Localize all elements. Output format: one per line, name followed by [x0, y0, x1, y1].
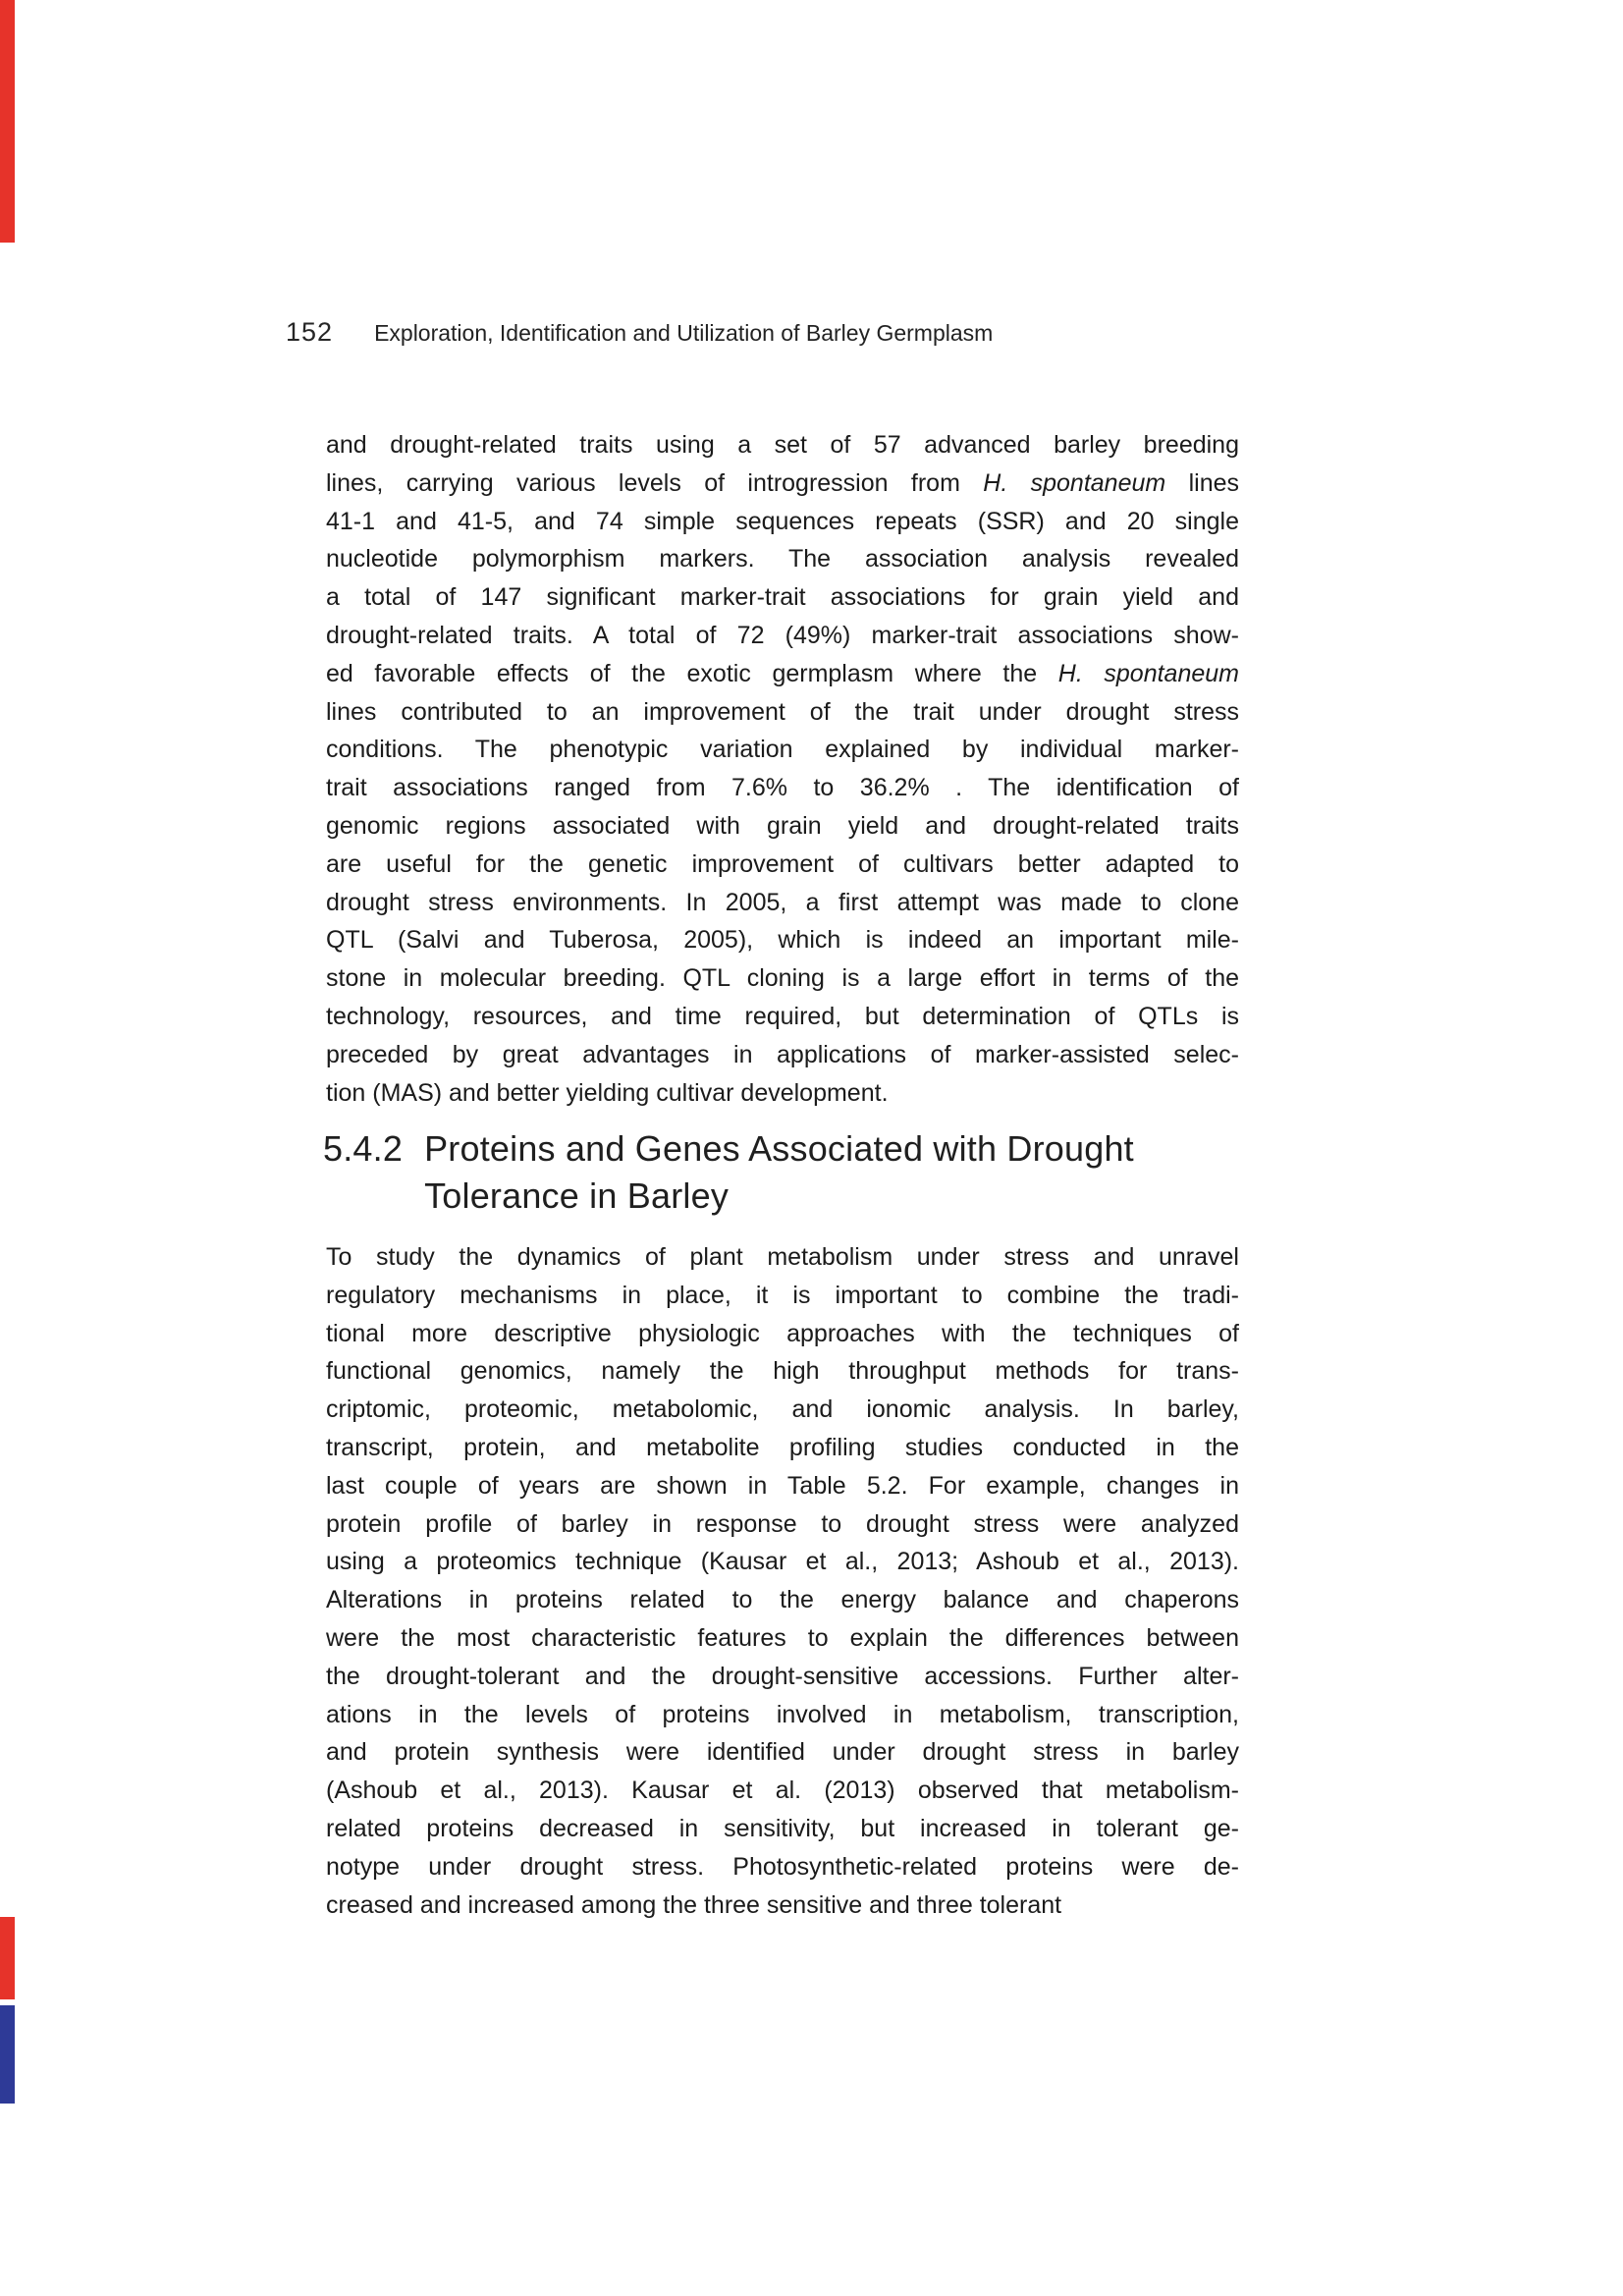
text-line: drought stress environments. In 2005, a first attempt was made to clone: [326, 888, 1239, 916]
section-title: [424, 1125, 1246, 1220]
section-title-line-2: Tolerance in Barley: [424, 1175, 730, 1216]
text-line: ations in the levels of proteins involved in metabolism, transcription,: [326, 1700, 1239, 1728]
text-line: tion (MAS) and better yielding cultivar development.: [326, 1078, 889, 1107]
text-line: related proteins decreased in sensitivity, but increased in tolerant ge-: [326, 1814, 1239, 1842]
text-line: drought-related traits. A total of 72 (49%) marker-trait associations show-: [326, 621, 1239, 649]
text-line: 41-1 and 41-5, and 74 simple sequences repeats (SSR) and 20 single: [326, 507, 1239, 535]
page-number: 152: [286, 317, 334, 347]
section-number: 5.4.2: [323, 1128, 404, 1169]
text-line: last couple of years are shown in Table 5.2. For example, changes in: [326, 1471, 1239, 1500]
running-header: [286, 317, 993, 348]
section-heading: [323, 1125, 1246, 1220]
text-line: tional more descriptive physiologic approaches with the techniques of: [326, 1319, 1239, 1347]
paragraph-body: [326, 1238, 1239, 1924]
text-line: a total of 147 significant marker-trait associations for grain yield and: [326, 583, 1239, 612]
text-line: genomic regions associated with grain yield and drought-related traits: [326, 811, 1239, 840]
text-line: trait associations ranged from 7.6% to 36.2% . The identification of: [326, 774, 1239, 802]
text-line: the drought-tolerant and the drought-sensitive accessions. Further alter-: [326, 1662, 1239, 1690]
text-line: (Ashoub et al., 2013). Kausar et al. (2013) observed that metabolism-: [326, 1777, 1239, 1805]
text-line: lines, carrying various levels of introgression from H. spontaneum lines: [326, 468, 1240, 497]
print-registration-mark-blue: [0, 2005, 15, 2104]
text-line: stone in molecular breeding. QTL cloning is a large effort in terms of the: [326, 964, 1239, 993]
text-line: and drought-related traits using a set of 57 advanced barley breeding: [326, 431, 1239, 459]
text-line: using a proteomics technique (Kausar et al., 2013; Ashoub et al., 2013).: [326, 1548, 1239, 1576]
text-line: were the most characteristic features to explain the differences between: [326, 1623, 1239, 1652]
paragraph-continuation: [326, 426, 1239, 1112]
text-line: QTL (Salvi and Tuberosa, 2005), which is indeed an important mile-: [326, 926, 1239, 955]
print-registration-mark-red: [0, 1917, 15, 1999]
text-line: notype under drought stress. Photosynthetic-related proteins were de-: [326, 1852, 1239, 1881]
text-line: and protein synthesis were identified under drought stress in barley: [326, 1738, 1239, 1767]
text-line: preceded by great advantages in applications of marker-assisted selec-: [326, 1040, 1239, 1068]
text-line: functional genomics, namely the high throughput methods for trans-: [326, 1357, 1239, 1386]
text-line: conditions. The phenotypic variation explained by individual marker-: [326, 736, 1239, 764]
text-line: criptomic, proteomic, metabolomic, and ionomic analysis. In barley,: [326, 1395, 1239, 1424]
text-line: regulatory mechanisms in place, it is important to combine the tradi-: [326, 1281, 1239, 1309]
text-line: technology, resources, and time required, but determination of QTLs is: [326, 1002, 1239, 1030]
text-line: lines contributed to an improvement of the trait under drought stress: [326, 697, 1239, 726]
text-line: are useful for the genetic improvement of cultivars better adapted to: [326, 849, 1239, 878]
running-title: Exploration, Identification and Utilization of Barley Germplasm: [374, 320, 994, 346]
text-line: protein profile of barley in response to drought stress were analyzed: [326, 1509, 1239, 1538]
text-line: transcript, protein, and metabolite profiling studies conducted in the: [326, 1433, 1239, 1461]
print-registration-mark-top: [0, 0, 15, 243]
text-line: creased and increased among the three sensitive and three tolerant: [326, 1890, 1062, 1919]
text-line: Alterations in proteins related to the energy balance and chaperons: [326, 1586, 1239, 1614]
section-title-line-1: Proteins and Genes Associated with Drought: [424, 1128, 1134, 1169]
text-line: nucleotide polymorphism markers. The association analysis revealed: [326, 545, 1239, 574]
text-line: ed favorable effects of the exotic germplasm where the H. spontaneum: [326, 659, 1239, 687]
text-line: To study the dynamics of plant metabolism under stress and unravel: [326, 1243, 1239, 1271]
